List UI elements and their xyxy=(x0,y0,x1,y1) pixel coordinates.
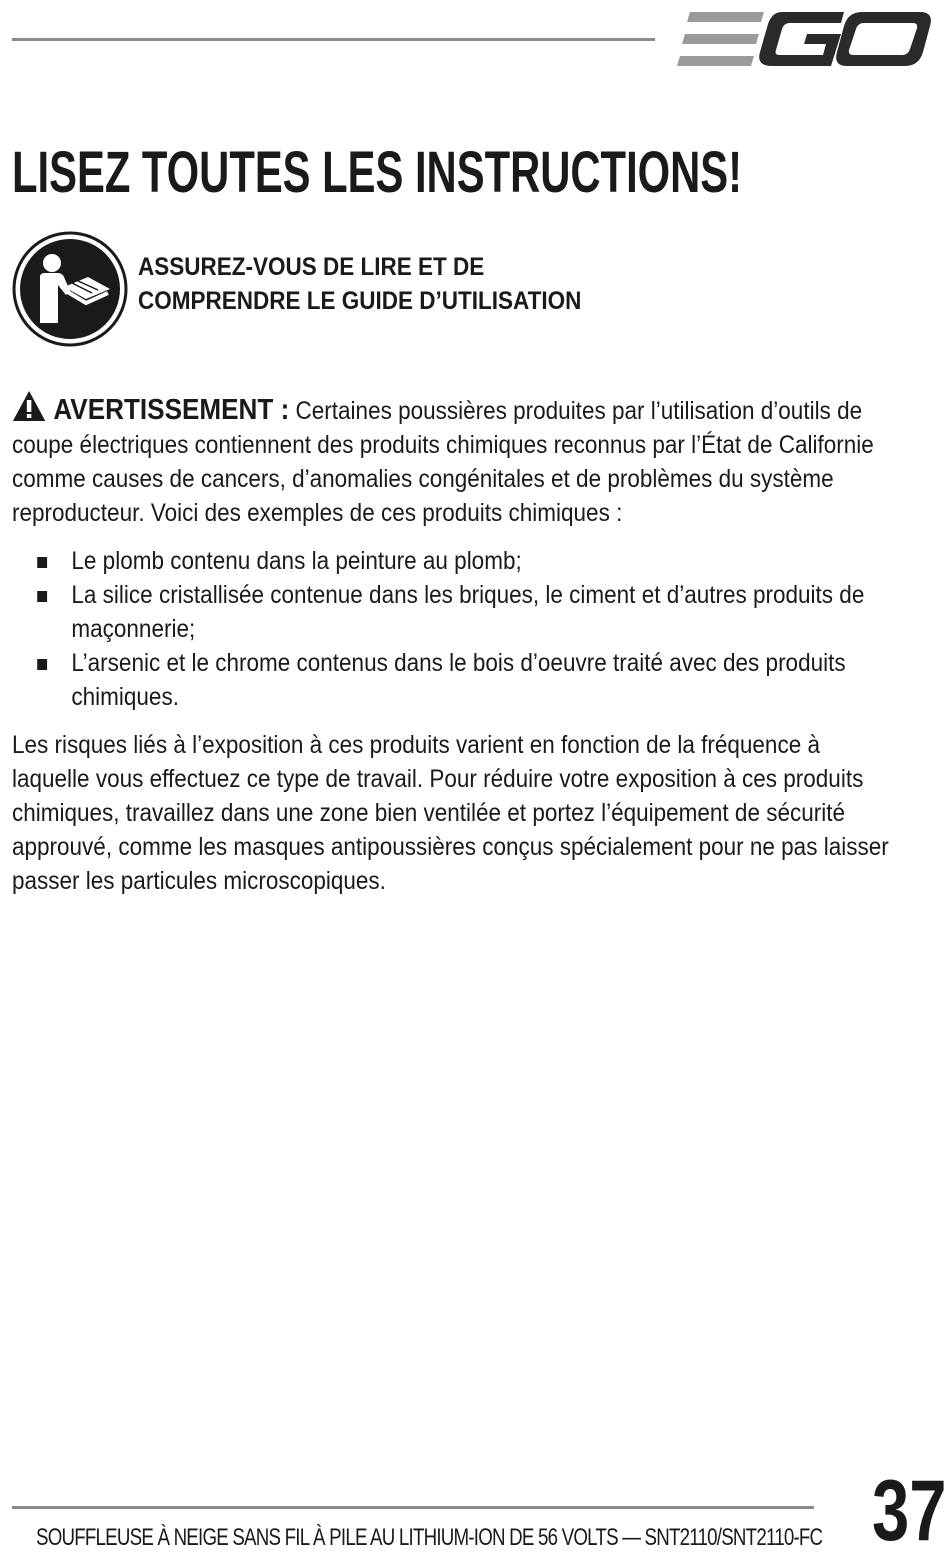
page-title: LISEZ TOUTES LES INSTRUCTIONS! xyxy=(12,140,743,205)
warning-label: AVERTISSEMENT : xyxy=(53,394,290,426)
list-item-line: chimiques. xyxy=(71,683,179,711)
warning-text-line-3: comme causes de cancers, d’anomalies congénitales et de problèmes du système xyxy=(12,465,834,493)
manual-notice-line-1: ASSUREZ-VOUS DE LIRE ET DE xyxy=(138,253,485,281)
manual-notice-line-2: COMPRENDRE LE GUIDE D’UTILISATION xyxy=(138,287,582,315)
warning-paragraph xyxy=(12,390,930,530)
list-item-line: L’arsenic et le chrome contenus dans le bois d’oeuvre traité avec des produits xyxy=(71,649,846,677)
bullet-square-icon xyxy=(37,591,47,602)
footer-product-title: SOUFFLEUSE À NEIGE SANS FIL À PILE AU LITHIUM-ION DE 56 VOLTS — SNT2110/SNT2110-FC xyxy=(36,1524,823,1551)
list-item xyxy=(12,578,930,646)
warning-text-line-4: reproducteur. Voici des exemples de ces produits chimiques : xyxy=(12,499,623,527)
bullet-square-icon xyxy=(37,659,47,670)
read-manual-icon xyxy=(12,231,128,347)
warning-text-line-2: coupe électriques contiennent des produits chimiques reconnus par l’État de Californie xyxy=(12,431,874,459)
list-item-line: Le plomb contenu dans la peinture au plomb; xyxy=(71,547,522,575)
header-rule xyxy=(12,38,655,41)
warning-text-line-1: Certaines poussières produites par l’utilisation d’outils de xyxy=(289,397,863,425)
warning-triangle-icon xyxy=(12,390,46,422)
warning-section xyxy=(12,390,930,898)
closing-line-4: approuvé, comme les masques antipoussières conçus spécialement pour ne pas laisser xyxy=(12,833,889,861)
manual-notice xyxy=(138,250,642,318)
ego-logo xyxy=(676,10,932,68)
page-number: 37 xyxy=(872,1463,947,1559)
closing-line-1: Les risques liés à l’exposition à ces produits varient en fonction de la fréquence à xyxy=(12,731,820,759)
hazard-list xyxy=(12,544,930,714)
closing-paragraph xyxy=(12,728,930,898)
closing-line-2: laquelle vous effectuez ce type de travail. Pour réduire votre exposition à ces produits xyxy=(12,765,864,793)
footer-rule xyxy=(12,1506,814,1509)
bullet-square-icon xyxy=(37,557,47,568)
closing-line-3: chimiques, travaillez dans une zone bien ventilée et portez l’équipement de sécurité xyxy=(12,799,846,827)
list-item xyxy=(12,646,930,714)
list-item-line: maçonnerie; xyxy=(71,615,196,643)
closing-line-5: passer les particules microscopiques. xyxy=(12,867,386,895)
list-item-line: La silice cristallisée contenue dans les briques, le ciment et d’autres produits de xyxy=(71,581,865,609)
list-item xyxy=(12,544,930,578)
